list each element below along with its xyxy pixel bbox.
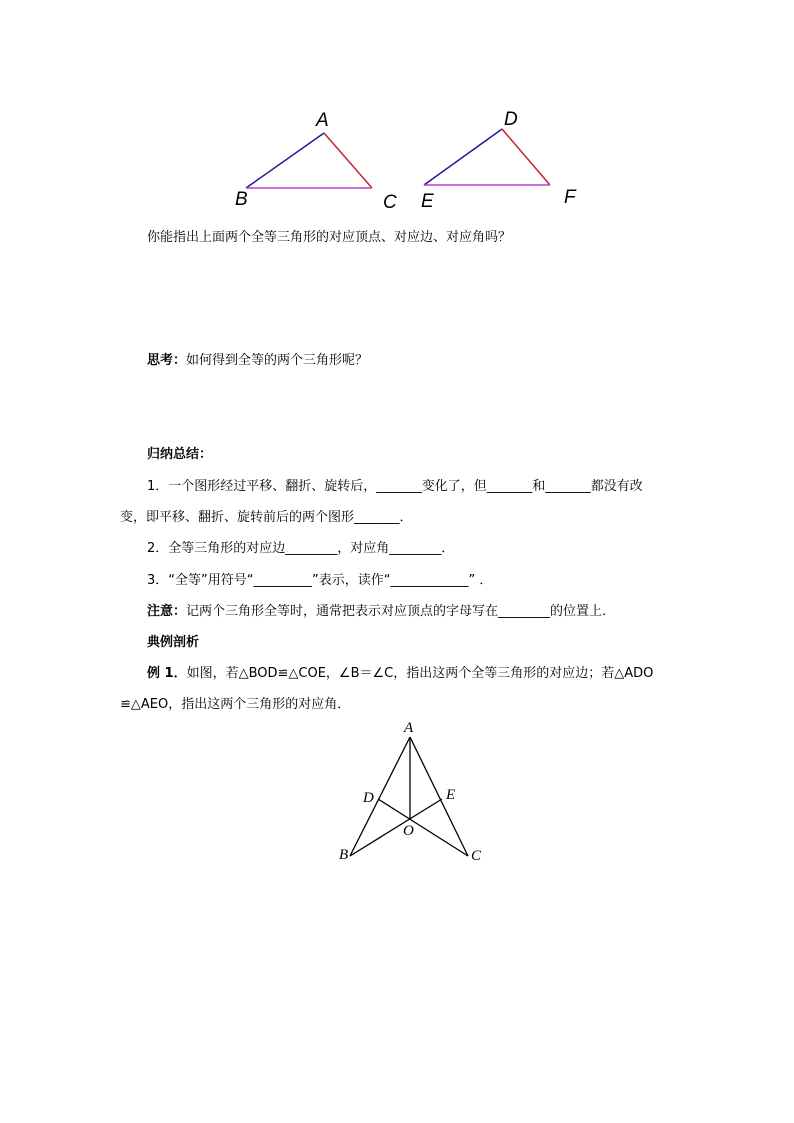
summary-item-1-line-2: 变，即平移、翻折、旋转前后的两个图形_______． (120, 510, 413, 525)
summary-item-2: 2．全等三角形的对应边________，对应角________． (147, 541, 455, 556)
think-label: 思考： (147, 353, 187, 368)
point-label-o: O (403, 823, 414, 839)
point-label-e: E (446, 787, 456, 803)
vertex-label-f: F (564, 187, 576, 208)
vertex-label-c: C (383, 192, 397, 213)
think-text: 如何得到全等的两个三角形呢？ (186, 353, 369, 368)
example-1-label: 例 1． (147, 666, 187, 681)
point-label-a: A (404, 720, 414, 736)
vertex-label-b: B (235, 189, 248, 210)
summary-heading: 归纳总结： (147, 447, 213, 462)
vertex-label-d: D (504, 109, 518, 130)
point-label-c: C (471, 848, 482, 864)
point-label-d: D (363, 790, 374, 806)
example-1-line-2: ≌△AEO，指出这两个三角形的对应角． (120, 697, 351, 712)
example-1-text: 如图，若△BOD≌△COE，∠B＝∠C，指出这两个全等三角形的对应边；若△ADO (186, 666, 654, 681)
summary-item-3: 3．“全等”用符号“_________”表示，读作“____________” ． (147, 573, 493, 588)
example-heading: 典例剖析 (147, 635, 200, 650)
question-text: 你能指出上面两个全等三角形的对应顶点、对应边、对应角吗？ (147, 230, 512, 245)
note-label: 注意： (147, 604, 187, 619)
note-text: 记两个三角形全等时，通常把表示对应顶点的字母写在________的位置上． (186, 604, 616, 619)
vertex-label-e: E (421, 191, 434, 212)
summary-item-1-line-1: 1．一个图形经过平移、翻折、旋转后，_______变化了，但_______和_______都没有改 (147, 479, 643, 494)
point-label-b: B (339, 847, 349, 863)
vertex-label-a: A (316, 110, 329, 131)
